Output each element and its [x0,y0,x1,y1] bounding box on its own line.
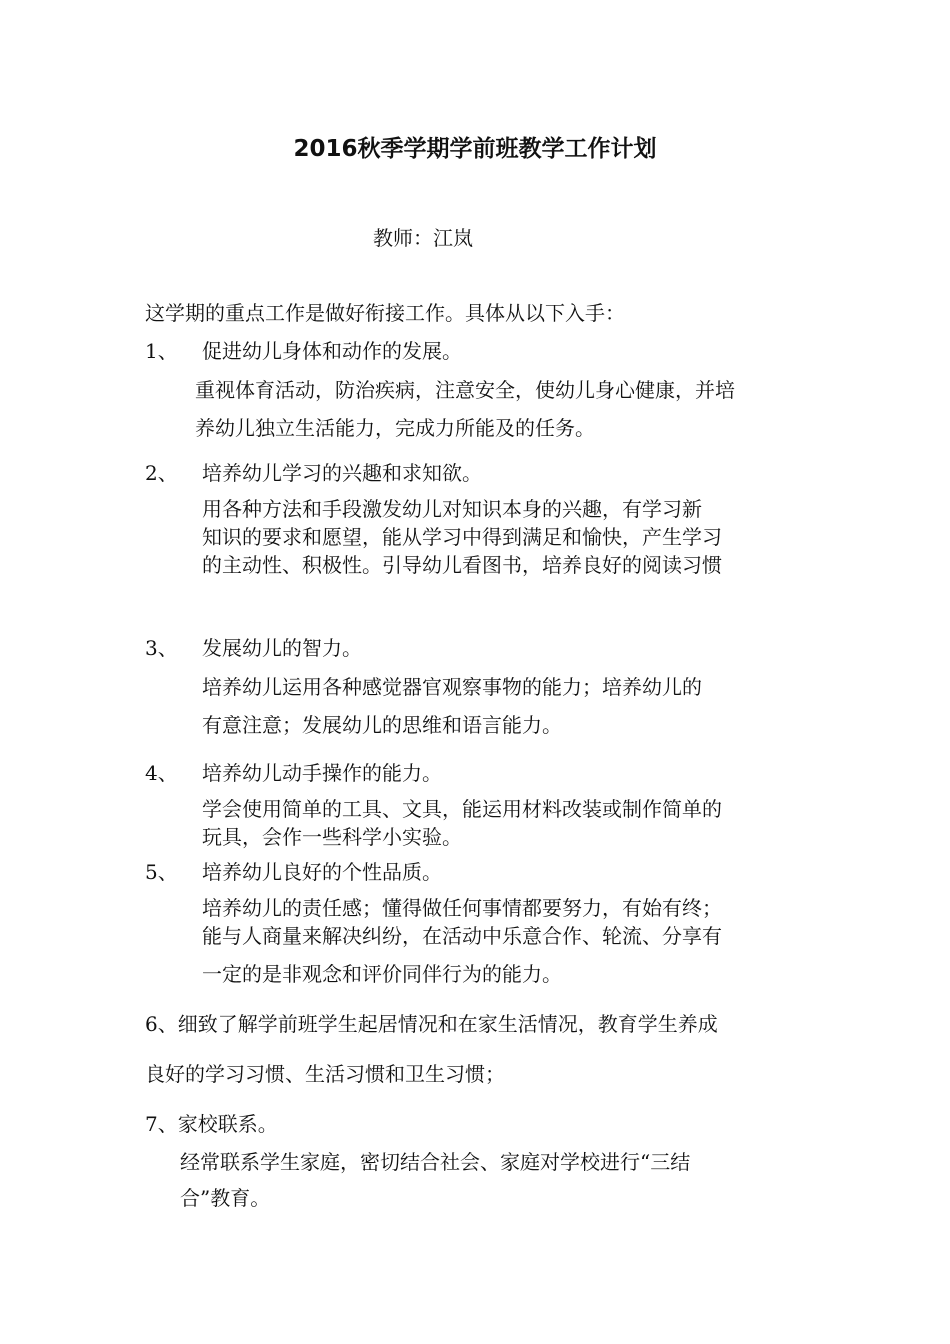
item-7-line-2: 合”教育。 [180,1186,271,1210]
item-body-line: 知识的要求和愿望，能从学习中得到满足和愉快，产生学习 [202,525,722,549]
document-title: 2016秋季学期学前班教学工作计划 [293,136,657,162]
item-body-line: 能与人商量来解决纠纷，在活动中乐意合作、轮流、分享有 [202,924,722,948]
item-heading-text: 促进幼儿身体和动作的发展。 [202,339,462,363]
item-body-line: 的主动性、积极性。引导幼儿看图书，培养良好的阅读习惯 [202,553,722,577]
intro-paragraph: 这学期的重点工作是做好衔接工作。具体从以下入手： [145,301,625,325]
item-body [202,495,810,579]
item-heading [145,759,810,787]
item-heading [145,459,810,487]
teacher-line: 教师：江岚 [373,226,473,250]
item-body-line: 培养幼儿运用各种感觉器官观察事物的能力；培养幼儿的 [202,675,702,699]
item-number: 3、 [145,636,178,660]
item-body-line: 养幼儿独立生活能力，完成力所能及的任务。 [195,416,595,440]
item-body-line: 玩具，会作一些科学小实验。 [202,825,462,849]
item-body-line: 培养幼儿的责任感；懂得做任何事情都要努力，有始有终； [202,896,722,920]
item-heading [145,634,810,662]
item-heading [145,337,810,365]
item-number: 2、 [145,461,178,485]
item-heading-text: 培养幼儿学习的兴趣和求知欲。 [202,461,482,485]
list-item-5 [145,858,810,988]
item-heading-text: 培养幼儿动手操作的能力。 [202,761,442,785]
item-body-line: 用各种方法和手段激发幼儿对知识本身的兴趣，有学习新 [202,497,702,521]
item-number: 5、 [145,860,178,884]
item-7-heading: 7、家校联系。 [145,1112,278,1136]
item-body [202,894,810,988]
item-heading-text: 发展幼儿的智力。 [202,636,362,660]
item-body-line: 一定的是非观念和评价同伴行为的能力。 [202,962,562,986]
item-heading [145,858,810,886]
list-item-1 [145,337,810,447]
item-number: 4、 [145,761,178,785]
item-7-line-1: 经常联系学生家庭，密切结合社会、家庭对学校进行“三结 [180,1150,691,1174]
item-body-line: 有意注意；发展幼儿的思维和语言能力。 [202,713,562,737]
list-item-2 [145,459,810,579]
item-body [202,795,810,851]
item-6-line-2: 良好的学习习惯、生活习惯和卫生习惯； [145,1062,505,1086]
item-body [195,371,810,447]
item-body [202,668,810,744]
item-number: 1、 [145,339,178,363]
item-heading-text: 培养幼儿良好的个性品质。 [202,860,442,884]
list-item-3 [145,634,810,744]
list-item-4 [145,759,810,851]
item-6-line-1: 6、细致了解学前班学生起居情况和在家生活情况，教育学生养成 [145,1012,718,1036]
item-body-line: 学会使用简单的工具、文具，能运用材料改装或制作简单的 [202,797,722,821]
item-body-line: 重视体育活动，防治疾病，注意安全，使幼儿身心健康，并培 [195,378,735,402]
